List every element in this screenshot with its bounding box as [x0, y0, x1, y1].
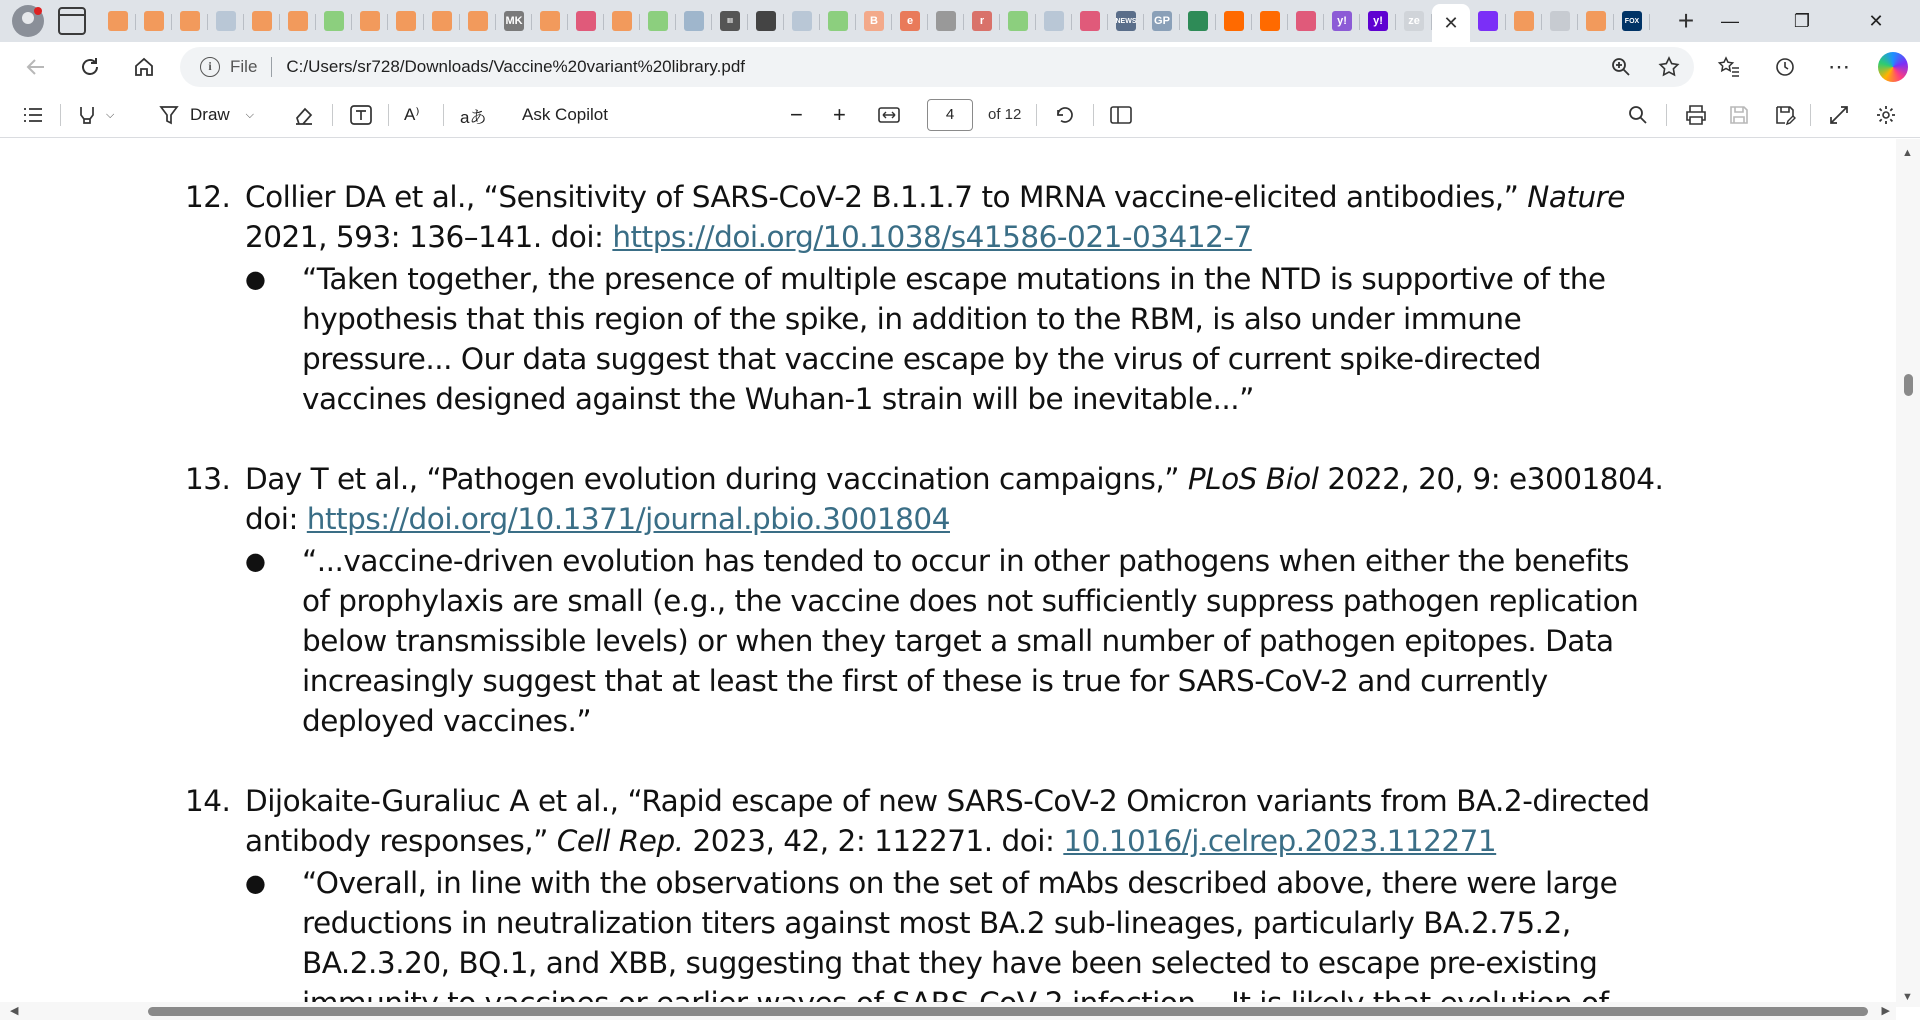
tab[interactable] [100, 4, 136, 38]
bookmark-icon [1514, 11, 1534, 31]
restore-button[interactable]: ❐ [1793, 10, 1811, 31]
fit-width-button[interactable] [877, 92, 901, 138]
news-icon: NEWS [1116, 11, 1136, 31]
page-count: of 12 [988, 106, 1022, 123]
toolbar-divider [60, 104, 61, 126]
tab[interactable] [280, 4, 316, 38]
pdf-page-content [185, 177, 1665, 1020]
contents-button[interactable] [22, 92, 44, 138]
doi-link[interactable]: https://doi.org/10.1038/s41586-021-03412-7 [612, 220, 1252, 254]
back-button[interactable] [16, 47, 56, 87]
play-icon [828, 11, 848, 31]
bullet-icon: ● [245, 869, 266, 897]
tab[interactable] [1216, 4, 1252, 38]
more-menu-icon[interactable]: ⋯ [1828, 54, 1850, 79]
gear-icon [1875, 104, 1897, 126]
quote-text: “Taken together, the presence of multiple escape mutations in the NTD is supportive of the hypothesis that this region of the spike, in addition to the RBM, is also under immune pressure... Our data suggest that vaccine escape by the virus of current spike-directed vaccines designed against the Wuhan-1 strain will be inevitable...” [302, 262, 1606, 416]
tab[interactable] [1360, 4, 1396, 38]
chevron-down-icon[interactable]: ⌵ [106, 108, 115, 121]
scroll-left-arrow-icon[interactable]: ◀ [10, 1005, 19, 1017]
page-number-input[interactable]: 4 [927, 99, 973, 131]
erase-button[interactable] [293, 92, 315, 138]
journal-name: Nature [1527, 180, 1625, 214]
bookmark-icon [360, 11, 380, 31]
favorites-glyph [1717, 55, 1741, 79]
toolbar-divider [443, 104, 444, 126]
yahoo-icon: y! [1332, 11, 1352, 31]
pdf-settings-button[interactable] [1875, 92, 1897, 138]
vertical-scrollbar[interactable] [1896, 139, 1920, 1007]
tab-actions-icon[interactable] [58, 7, 86, 35]
globe-icon [216, 11, 236, 31]
tab-list [100, 0, 1650, 42]
citation [245, 459, 1665, 539]
play-icon [324, 11, 344, 31]
yahoo-icon: y! [1368, 11, 1388, 31]
search-icon [684, 11, 704, 31]
tab[interactable] [1506, 4, 1542, 38]
home-icon [133, 56, 155, 78]
citation [245, 781, 1665, 861]
citation-details: 2023, 42, 2: 112271. doi: [683, 824, 1064, 858]
puzzle-icon [1550, 11, 1570, 31]
citation-text: Day T et al., “Pathogen evolution during vaccination campaigns,” [245, 462, 1188, 496]
toolbar-divider [388, 104, 389, 126]
omnibox-actions [1608, 47, 1682, 87]
profile-face [22, 12, 34, 24]
address-bar-row [0, 42, 1920, 92]
save-button[interactable] [1728, 92, 1750, 138]
quote-text: “...vaccine-driven evolution has tended to occur in other pathogens when either the benefits of prophylaxis are small (e.g., the vaccine does not sufficiently suppress pathogen replication below transmissible levels) or when they target a small number of pathogen epitopes. Data increasingly suggest that at least the first of these is true for SARS-CoV-2 and currently deployed vaccines.” [302, 544, 1639, 738]
play-icon [648, 11, 668, 31]
tab[interactable] [388, 4, 424, 38]
tab[interactable] [1072, 4, 1108, 38]
pen-icon [158, 104, 180, 126]
new-tab-button[interactable]: + [1677, 5, 1695, 36]
star-glyph [1658, 56, 1680, 78]
bookmark-icon: r [972, 11, 992, 31]
reference-entry [185, 781, 1665, 1020]
back-arrow-icon [25, 56, 47, 78]
favorite-star-icon[interactable] [1656, 54, 1682, 80]
circle-icon: e [900, 11, 920, 31]
tab[interactable] [1470, 4, 1506, 38]
refresh-button[interactable] [70, 47, 110, 87]
bookmark-icon [612, 11, 632, 31]
play-icon [1008, 11, 1028, 31]
zoom-out-button[interactable]: − [790, 102, 803, 127]
bookmark-icon [540, 11, 560, 31]
translate-icon: aあ [460, 107, 487, 127]
fit-width-icon [877, 105, 901, 125]
tab[interactable] [136, 4, 172, 38]
tab[interactable] [640, 4, 676, 38]
tab[interactable] [1542, 4, 1578, 38]
news-icon: MK [504, 11, 524, 31]
tab-divider [1649, 14, 1650, 30]
tab[interactable] [676, 4, 712, 38]
doi-link[interactable]: https://doi.org/10.1371/journal.pbio.3001804 [306, 502, 950, 536]
quote-item [245, 863, 1665, 1020]
favorites-icon[interactable] [1716, 54, 1742, 80]
bookmark-icon [180, 11, 200, 31]
expand-icon [1828, 104, 1850, 126]
mail-icon [1478, 11, 1498, 31]
text-box-icon [349, 104, 373, 126]
reference-number: 12. [185, 180, 231, 214]
table-of-contents-icon [22, 105, 44, 125]
minimize-button[interactable]: — [1721, 10, 1739, 31]
tab[interactable] [172, 4, 208, 38]
reference-number: 14. [185, 784, 231, 818]
pdf-toolbar [0, 92, 1920, 138]
bookmark-icon [1586, 11, 1606, 31]
video-icon [576, 11, 596, 31]
tab[interactable] [316, 4, 352, 38]
print-button[interactable] [1684, 92, 1708, 138]
video-icon [1296, 11, 1316, 31]
tab[interactable] [568, 4, 604, 38]
tab[interactable] [424, 4, 460, 38]
citation-details: 2022, 20, 9: e3001804. doi: [245, 462, 1664, 536]
history-glyph [1773, 55, 1797, 79]
tab[interactable] [856, 4, 892, 38]
globe-icon [1044, 11, 1064, 31]
rotate-icon [1054, 104, 1076, 126]
bookmark-icon [396, 11, 416, 31]
toolbar-divider [1810, 104, 1811, 126]
tab[interactable] [532, 4, 568, 38]
close-window-button[interactable]: ✕ [1868, 10, 1884, 31]
tab[interactable] [352, 4, 388, 38]
copilot-icon[interactable] [1878, 52, 1908, 82]
horizontal-scroll-thumb[interactable] [148, 1007, 1868, 1016]
scroll-up-arrow-icon[interactable]: ▲ [1902, 147, 1913, 159]
save-as-icon [1774, 104, 1796, 126]
tab[interactable] [1324, 4, 1360, 38]
save-disk-icon [1728, 104, 1750, 126]
quote-item [245, 259, 1665, 419]
tab[interactable] [964, 4, 1000, 38]
citation-text: Collier DA et al., “Sensitivity of SARS-CoV-2 B.1.1.7 to MRNA vaccine-elicited antibodies,” [245, 180, 1528, 214]
news-icon: ze [1404, 11, 1424, 31]
vertical-scroll-thumb[interactable] [1904, 374, 1913, 396]
citation [245, 177, 1665, 257]
printer-icon [1684, 104, 1708, 126]
news-icon: FOX [1622, 11, 1642, 31]
bookmark-icon [468, 11, 488, 31]
tab-strip [0, 0, 1920, 42]
url-scheme: File [230, 57, 258, 76]
diamond-icon [756, 11, 776, 31]
bookmark-icon: B [864, 11, 884, 31]
rotate-button[interactable] [1054, 92, 1076, 138]
bullet-icon: ● [245, 547, 266, 575]
refresh-icon [79, 56, 101, 78]
globe-icon [792, 11, 812, 31]
tab[interactable] [1036, 4, 1072, 38]
highlight-button[interactable] [76, 92, 114, 138]
news-icon: III [720, 11, 740, 31]
translate-button[interactable] [460, 92, 486, 138]
omnibox[interactable] [180, 47, 1694, 87]
tab[interactable] [712, 4, 748, 38]
draw-button[interactable] [158, 92, 254, 138]
zoom-in-button[interactable]: + [833, 102, 846, 127]
scroll-right-arrow-icon[interactable]: ▶ [1881, 1005, 1890, 1017]
tab[interactable] [1396, 4, 1432, 38]
bookmark-icon [1260, 11, 1280, 31]
chevron-down-icon[interactable]: ⌵ [245, 108, 255, 121]
tab[interactable] [1578, 4, 1614, 38]
tab[interactable] [460, 4, 496, 38]
bookmark-icon [108, 11, 128, 31]
tab[interactable] [208, 4, 244, 38]
save-as-button[interactable] [1774, 92, 1796, 138]
journal-name: Cell Rep. [556, 824, 684, 858]
page-view-button[interactable] [1109, 92, 1133, 138]
tab[interactable] [1180, 4, 1216, 38]
tab[interactable] [892, 4, 928, 38]
tab[interactable] [1108, 4, 1144, 38]
tab[interactable] [928, 4, 964, 38]
bookmark-icon [144, 11, 164, 31]
tab[interactable] [1614, 4, 1650, 38]
tab[interactable] [604, 4, 640, 38]
citation-details: 2021, 593: 136–141. doi: [245, 220, 613, 254]
zoom-icon[interactable] [1608, 54, 1634, 80]
bookmark-icon [432, 11, 452, 31]
history-icon[interactable] [1772, 54, 1798, 80]
bullet-icon: ● [245, 265, 266, 293]
tab[interactable] [748, 4, 784, 38]
info-icon[interactable]: i [200, 57, 220, 77]
circle-icon [1188, 11, 1208, 31]
search-icon [1627, 104, 1649, 126]
find-button[interactable] [1627, 92, 1649, 138]
bird-icon [936, 11, 956, 31]
toolbar-divider [1093, 104, 1094, 126]
eraser-icon [293, 104, 315, 126]
zoom-glyph [1610, 56, 1632, 78]
scroll-down-arrow-icon[interactable]: ▼ [1902, 991, 1913, 1003]
omnibox-divider [271, 57, 272, 77]
draw-label: Draw [190, 105, 230, 124]
two-page-view-icon [1109, 104, 1133, 126]
tab[interactable] [1252, 4, 1288, 38]
tab[interactable] [1144, 4, 1180, 38]
fullscreen-button[interactable] [1828, 92, 1850, 138]
add-text-button[interactable] [349, 92, 373, 138]
quote-text: “Overall, in line with the observations on the set of mAbs described above, there were large reductions in neutralization titers against most BA.2 sub-lineages, particularly BA.2.75.2, BA.2.3.20, BQ.1, and XBB, suggesting that they have been selected to escape pre-existing [302, 866, 1618, 980]
ask-copilot-button[interactable]: Ask Copilot [522, 105, 608, 124]
tab-active[interactable] [1432, 4, 1470, 42]
close-tab-icon[interactable]: ✕ [1443, 12, 1459, 33]
tab[interactable] [784, 4, 820, 38]
home-button[interactable] [124, 47, 164, 87]
toolbar-divider [1036, 104, 1037, 126]
journal-name: PLoS Biol [1187, 462, 1319, 496]
read-aloud-icon: A⁾ [404, 105, 420, 124]
reference-number: 13. [185, 462, 231, 496]
quote-item [245, 541, 1665, 741]
highlighter-icon [76, 104, 98, 126]
toolbar-divider [1666, 104, 1667, 126]
tab[interactable] [1288, 4, 1324, 38]
tab[interactable] [1000, 4, 1036, 38]
doi-link[interactable]: 10.1016/j.celrep.2023.112271 [1063, 824, 1497, 858]
toolbar-divider [332, 104, 333, 126]
bookmark-icon [252, 11, 272, 31]
tab[interactable] [244, 4, 280, 38]
profile-avatar-icon[interactable] [12, 5, 44, 37]
tab[interactable] [496, 4, 532, 38]
bookmark-icon [288, 11, 308, 31]
reference-entry [185, 459, 1665, 741]
video-icon [1080, 11, 1100, 31]
url-text[interactable]: C:/Users/sr728/Downloads/Vaccine%20variant%20library.pdf [286, 57, 745, 76]
news-icon: GP [1152, 11, 1172, 31]
pdf-viewer[interactable] [0, 139, 1920, 1020]
bookmark-icon [1224, 11, 1244, 31]
horizontal-scrollbar[interactable] [0, 1002, 1896, 1020]
reference-entry [185, 177, 1665, 419]
read-aloud-button[interactable] [404, 92, 420, 138]
citation-text: Dijokaite-Guraliuc A et al., “Rapid escape of new SARS-CoV-2 Omicron variants from BA.2-directed antibody responses,” [245, 784, 1650, 858]
tab[interactable] [820, 4, 856, 38]
